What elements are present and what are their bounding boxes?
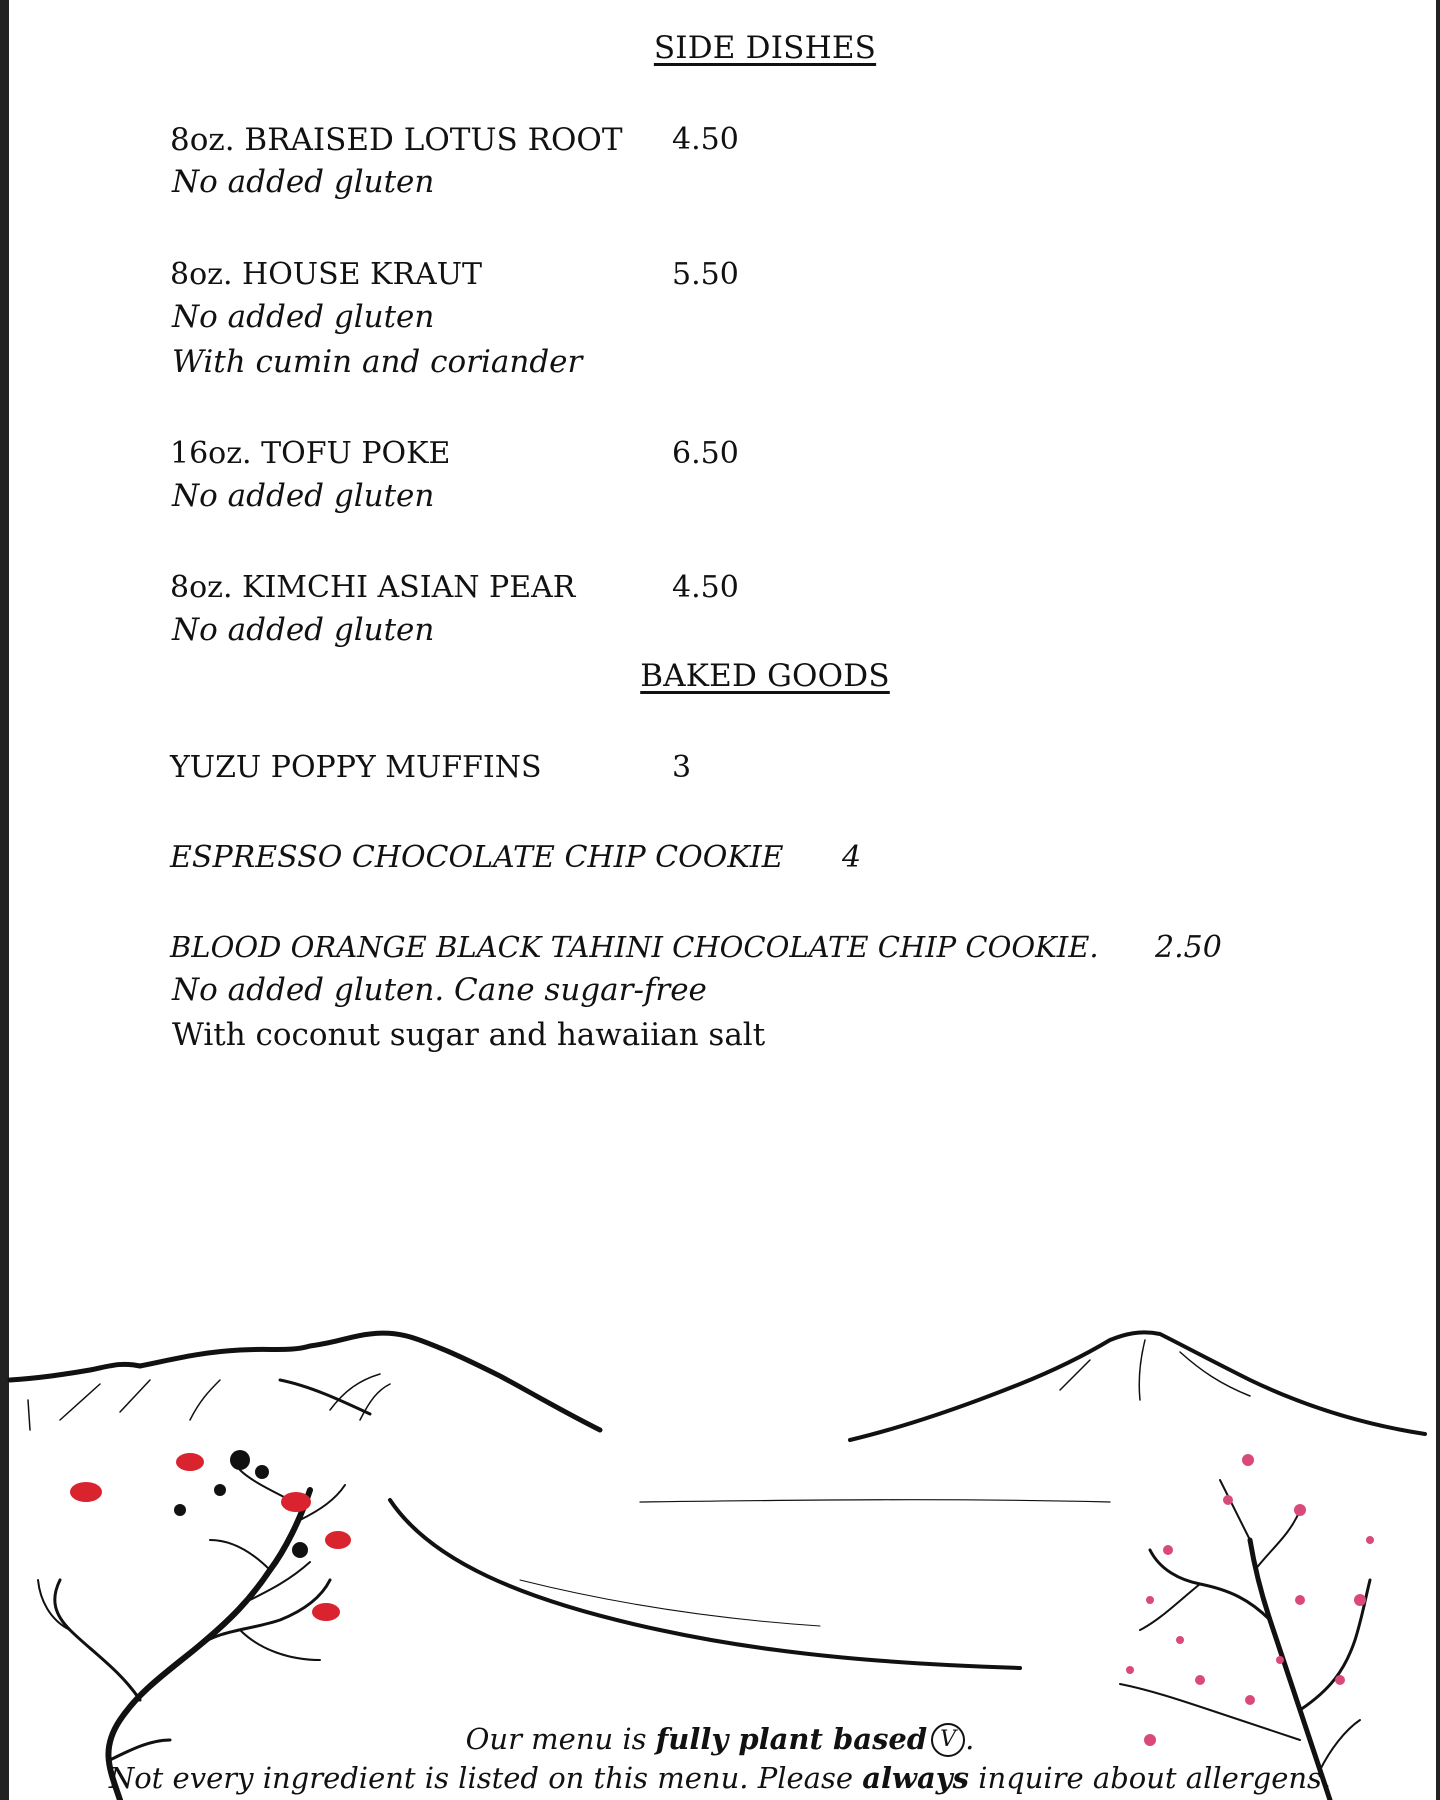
item-price-yuzu-poppy-muffins: 3 [672, 750, 692, 785]
item-price-house-kraut: 5.50 [672, 257, 739, 292]
item-note-house-kraut-1: No added gluten [172, 299, 435, 335]
vegan-symbol-icon: V [931, 1723, 965, 1757]
item-note-kimchi-asian-pear: No added gluten [172, 612, 435, 648]
item-note-blood-orange-cookie-2: With coconut sugar and hawaiian salt [172, 1017, 766, 1053]
side-dishes-heading: SIDE DISHES [653, 30, 877, 66]
item-price-espresso-cookie: 4 [842, 840, 862, 875]
footer-line1-end: . [965, 1722, 975, 1756]
footer-line2-end: inquire about allergens. [968, 1761, 1332, 1795]
item-name-yuzu-poppy-muffins: YUZU POPPY MUFFINS [170, 750, 542, 785]
item-price-braised-lotus-root: 4.50 [672, 122, 739, 157]
item-note-braised-lotus-root: No added gluten [172, 164, 435, 200]
item-name-braised-lotus-root: 8oz. BRAISED LOTUS ROOT [170, 122, 623, 158]
right-tree-blossoms [1126, 1454, 1374, 1746]
item-name-tofu-poke: 16oz. TOFU POKE [170, 436, 451, 471]
footer-plant-based-line [0, 1722, 1440, 1757]
item-name-house-kraut: 8oz. HOUSE KRAUT [170, 257, 483, 292]
item-name-espresso-cookie: ESPRESSO CHOCOLATE CHIP COOKIE [170, 840, 784, 875]
item-price-blood-orange-cookie: 2.50 [1155, 930, 1222, 965]
footer-line1-start: Our menu is [465, 1722, 656, 1756]
footer-line1-bold: fully plant based [655, 1722, 928, 1756]
footer-allergen-line [0, 1761, 1440, 1795]
item-price-kimchi-asian-pear: 4.50 [672, 570, 739, 605]
footer-line2-start: Not every ingredient is listed on this menu. Please [108, 1761, 863, 1795]
item-name-blood-orange-cookie: BLOOD ORANGE BLACK TAHINI CHOCOLATE CHIP COOKIE. [170, 930, 1099, 964]
item-price-tofu-poke: 6.50 [672, 436, 739, 471]
left-mountain-ridge [10, 1333, 600, 1430]
right-mountain-ridge [850, 1332, 1425, 1440]
footer-line2-bold: always [862, 1761, 969, 1795]
left-tree-blossoms [70, 1453, 351, 1621]
item-note-blood-orange-cookie-1: No added gluten. Cane sugar-free [172, 972, 707, 1008]
baked-goods-heading: BAKED GOODS [640, 658, 890, 694]
item-name-kimchi-asian-pear: 8oz. KIMCHI ASIAN PEAR [170, 570, 576, 605]
item-note-tofu-poke: No added gluten [172, 478, 435, 514]
item-note-house-kraut-2: With cumin and coriander [172, 344, 583, 380]
